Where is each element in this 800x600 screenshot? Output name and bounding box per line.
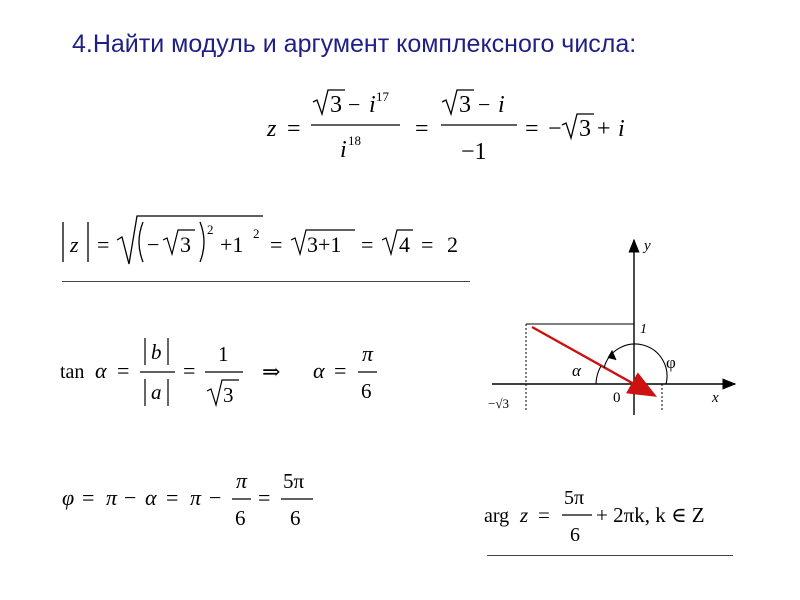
eq2-square-1: 2 xyxy=(207,222,214,237)
equation-simplify-z xyxy=(255,82,655,167)
phi-arc-arrowhead xyxy=(608,351,616,360)
eq2-paren-left xyxy=(139,222,143,262)
neg-sqrt3-label: −√3 xyxy=(488,396,509,411)
eq5-tail: + 2πk, k ∈ Z xyxy=(596,503,705,527)
one-label: 1 xyxy=(640,322,647,337)
eq1-three: 3 xyxy=(330,92,342,118)
eq1-three-2: 3 xyxy=(459,92,471,118)
eq2-plus-one: +1 xyxy=(220,232,244,257)
eq3-alpha: α xyxy=(95,358,107,383)
alpha-arc xyxy=(596,366,601,384)
eq2-three: 3 xyxy=(180,232,191,257)
eq1-equals: = xyxy=(287,116,301,142)
y-axis-label: y xyxy=(644,238,651,254)
eq1-z: z xyxy=(267,116,277,142)
eq2-z: z xyxy=(70,232,79,257)
eq2-equals-3: = xyxy=(361,232,374,257)
eq1-exp-17: 17 xyxy=(376,89,389,104)
eq5-z: z xyxy=(520,503,529,527)
complex-plane-diagram xyxy=(480,230,760,420)
complex-number-vector xyxy=(532,327,634,384)
eq4-minus: − xyxy=(124,485,137,510)
eq4-six: 6 xyxy=(235,506,246,530)
eq3-equals: = xyxy=(117,358,130,383)
eq4-phi: φ xyxy=(62,485,75,510)
eq4-equals-2: = xyxy=(166,485,179,510)
eq1-i-3: i xyxy=(618,116,625,142)
eq4-pi: π xyxy=(106,485,118,510)
divider-1 xyxy=(62,281,470,282)
eq3-implies: ⇒ xyxy=(262,359,281,384)
equation-tan-alpha xyxy=(55,335,395,410)
eq4-equals-3: = xyxy=(258,485,271,510)
eq1-i-denominator: i xyxy=(340,137,347,163)
eq1-three-3: 3 xyxy=(579,116,591,142)
equation-modulus xyxy=(55,210,475,272)
eq2-equals-4: = xyxy=(421,232,434,257)
eq1-i-2: i xyxy=(498,92,505,118)
eq1-minus: − xyxy=(348,92,361,117)
eq1-minus-2: − xyxy=(478,92,491,117)
eq4-pi-2: π xyxy=(190,485,202,510)
eq4-five-pi: 5π xyxy=(283,469,305,493)
eq1-neg-sign: − xyxy=(548,116,562,142)
alpha-label: α xyxy=(572,361,581,380)
eq4-six-2: 6 xyxy=(290,506,301,530)
eq1-equals-3: = xyxy=(525,116,539,142)
eq2-minus: − xyxy=(147,232,160,257)
eq5-equals: = xyxy=(538,503,550,527)
eq4-equals: = xyxy=(82,485,95,510)
origin-label: 0 xyxy=(613,390,621,406)
x-axis-label: x xyxy=(712,390,719,406)
eq2-two: 2 xyxy=(447,232,458,257)
eq3-equals-3: = xyxy=(334,358,347,383)
eq2-equals: = xyxy=(97,232,110,257)
page-title: 4.Найти модуль и аргумент комплексного числа: xyxy=(72,30,637,58)
eq3-tan: tan xyxy=(60,361,85,383)
eq3-six: 6 xyxy=(361,379,372,403)
eq1-plus: + xyxy=(597,116,611,142)
eq3-three: 3 xyxy=(223,383,234,407)
eq3-pi: π xyxy=(362,341,374,366)
eq1-exp-18: 18 xyxy=(348,133,361,148)
eq1-neg-one: −1 xyxy=(461,139,487,165)
eq1-equals-2: = xyxy=(415,116,429,142)
eq3-equals-2: = xyxy=(183,358,196,383)
eq5-six: 6 xyxy=(570,524,580,546)
divider-2 xyxy=(487,555,733,556)
eq4-pi-numerator: π xyxy=(236,468,248,493)
eq5-five-pi: 5π xyxy=(564,487,585,509)
eq3-alpha-2: α xyxy=(313,358,325,383)
eq3-one: 1 xyxy=(218,342,229,366)
eq2-equals-2: = xyxy=(270,232,283,257)
eq2-square-2: 2 xyxy=(253,226,260,241)
phi-arc xyxy=(604,344,667,384)
eq3-b: b xyxy=(151,340,162,364)
eq3-a: a xyxy=(151,380,162,404)
eq2-three-plus-one: 3+1 xyxy=(307,232,342,257)
eq5-arg: arg xyxy=(484,505,510,527)
eq1-i: i xyxy=(369,92,376,118)
phi-label: φ xyxy=(666,353,676,372)
eq2-four: 4 xyxy=(399,232,410,257)
eq2-paren-right xyxy=(200,222,204,262)
eq4-alpha: α xyxy=(145,485,157,510)
equation-phi xyxy=(60,462,330,537)
equation-arg xyxy=(482,480,742,550)
eq4-minus-2: − xyxy=(209,485,222,510)
